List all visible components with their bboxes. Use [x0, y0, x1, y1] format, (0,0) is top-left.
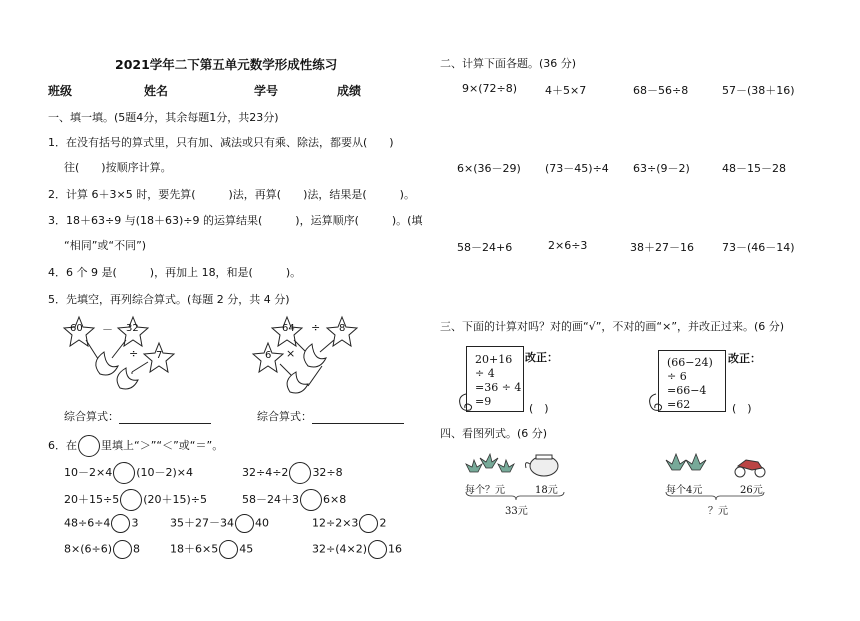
answer-line[interactable]	[312, 412, 404, 424]
combined-label: 综合算式：	[64, 410, 119, 423]
card-line: 20+16 ÷ 4	[475, 353, 513, 380]
plant-icon	[666, 454, 706, 470]
calc-item: 4＋5×7	[545, 84, 587, 97]
teapot-icon	[526, 455, 559, 476]
section-4-title: 四、看图列式。(6 分)	[440, 427, 548, 440]
answer-circle[interactable]	[120, 489, 142, 511]
card-line: (66−24) ÷ 6	[667, 356, 713, 383]
answer-circle[interactable]	[113, 540, 132, 559]
answer-circle[interactable]	[359, 514, 378, 533]
compare-item: 12÷2×3 2	[312, 514, 386, 533]
compare-item: 48÷6÷4 3	[64, 514, 138, 533]
answer-circle[interactable]	[289, 462, 311, 484]
answer-circle[interactable]	[300, 489, 322, 511]
compare-item: 58－24＋3 6×8	[242, 489, 346, 511]
section-2-title: 二、计算下面各题。(36 分)	[440, 57, 577, 70]
moon-shape	[304, 344, 326, 367]
class-label: 班级	[48, 84, 73, 98]
student-id-label: 学号	[254, 84, 279, 98]
star-1-b: 32	[126, 323, 139, 334]
total-label: 33元	[505, 506, 528, 517]
score-label: 成绩	[337, 84, 362, 98]
question-6	[48, 435, 223, 457]
compare-item: 10－2×4 (10－2)×4	[64, 462, 193, 484]
combined-label: 综合算式：	[257, 410, 312, 423]
calc-item: 48－15－28	[722, 162, 786, 175]
question-5: 5．先填空，再列综合算式。(每题 2 分，共 4 分)	[48, 293, 290, 306]
star-2-b: 8	[339, 323, 346, 334]
compare-item: 8×(6÷6) 8	[64, 540, 140, 559]
question-3-line-2: “相同”或“不同”)	[64, 239, 147, 252]
fix-label: 改正：	[525, 351, 558, 364]
judge-parens[interactable]: ( )	[529, 402, 549, 415]
circle-icon	[78, 435, 100, 457]
compare-item: 20＋15÷5 (20＋15)÷5	[64, 489, 207, 511]
compare-item: 18＋6×5 45	[170, 540, 253, 559]
star-1-a: 60	[70, 323, 83, 334]
card-line: =36 ÷ 4	[475, 381, 522, 394]
moon-shape	[117, 368, 138, 389]
calc-item: 9×(72÷8)	[462, 82, 518, 95]
calc-card-2	[658, 350, 726, 412]
star-1-op1: －	[102, 323, 113, 336]
judge-parens[interactable]: ( )	[732, 402, 752, 415]
question-2: 2．计算 6＋3×5 时，要先算( )法，再算( )法，结果是( )。	[48, 188, 415, 201]
scroll-curl-icon	[456, 392, 476, 416]
star-2-a: 64	[282, 323, 295, 334]
question-3-line-1: 3．18＋63÷9 与(18＋63)÷9 的运算结果( )，运算顺序( )。(填	[48, 214, 423, 227]
q6-prefix: 6．在	[48, 439, 77, 452]
calc-item: 6×(36－29)	[457, 162, 521, 175]
star-2-c: 6	[265, 350, 272, 361]
section-3-title: 三、下面的计算对吗？对的画“√”，不对的画“×”，并改正过来。(6 分)	[440, 320, 785, 333]
section-1-title: 一、填一填。(5题4分，其余每题1分，共23分)	[48, 111, 279, 124]
scroll-curl-icon	[646, 392, 666, 416]
answer-line[interactable]	[119, 412, 211, 424]
card-line: =66−4	[667, 384, 707, 397]
plant-icon	[466, 454, 514, 472]
answer-circle[interactable]	[113, 462, 135, 484]
answer-circle[interactable]	[219, 540, 238, 559]
calc-item: 57－(38＋16)	[722, 84, 795, 97]
question-1-line-1: 1．在没有括号的算式里，只有加、减法或只有乘、除法，都要从( )	[48, 136, 394, 149]
item-price-label: 26元	[740, 485, 763, 496]
card-line: =9	[475, 395, 492, 408]
compare-item: 32÷4÷2 32÷8	[242, 462, 343, 484]
calc-item: 58－24+6	[457, 241, 513, 254]
combined-expression-1	[64, 408, 211, 424]
calc-item: 68－56÷8	[633, 84, 689, 97]
item-price-label: 18元	[535, 485, 558, 496]
star-2-op1: ÷	[311, 321, 321, 334]
star-2-op2: ×	[286, 347, 296, 360]
compare-item: 35＋27－34 40	[170, 514, 269, 533]
page-title: 2021学年二下第五单元数学形成性练习	[115, 57, 338, 72]
name-label: 姓名	[144, 84, 169, 98]
answer-circle[interactable]	[111, 514, 130, 533]
moon-shape	[96, 352, 118, 375]
answer-circle[interactable]	[368, 540, 387, 559]
calc-item: 63÷(9－2)	[633, 162, 690, 175]
question-1-line-2: 往( )按顺序计算。	[64, 161, 172, 174]
total-label: ？元	[708, 506, 728, 517]
moon-shape	[287, 372, 308, 393]
each-price-label: 每个？元	[465, 485, 505, 496]
calc-item: (73－45)÷4	[545, 162, 609, 175]
question-4: 4．6 个 9 是( )，再加上 18，和是( )。	[48, 266, 302, 279]
q6-suffix: 里填上“＞”“＜”或“＝”。	[101, 439, 224, 452]
calc-item: 73－(46－14)	[722, 241, 795, 254]
motorcycle-icon	[735, 460, 765, 477]
calc-item: 2×6÷3	[548, 239, 588, 252]
answer-circle[interactable]	[235, 514, 254, 533]
star-1-c: 7	[156, 350, 163, 361]
calc-item: 38＋27－16	[630, 241, 694, 254]
combined-expression-2	[257, 408, 404, 424]
each-price-label: 每个4元	[666, 485, 703, 496]
compare-item: 32÷(4×2) 16	[312, 540, 402, 559]
card-line: =62	[667, 398, 691, 411]
star-1-op2: ÷	[129, 347, 139, 360]
fix-label: 改正：	[728, 352, 761, 365]
